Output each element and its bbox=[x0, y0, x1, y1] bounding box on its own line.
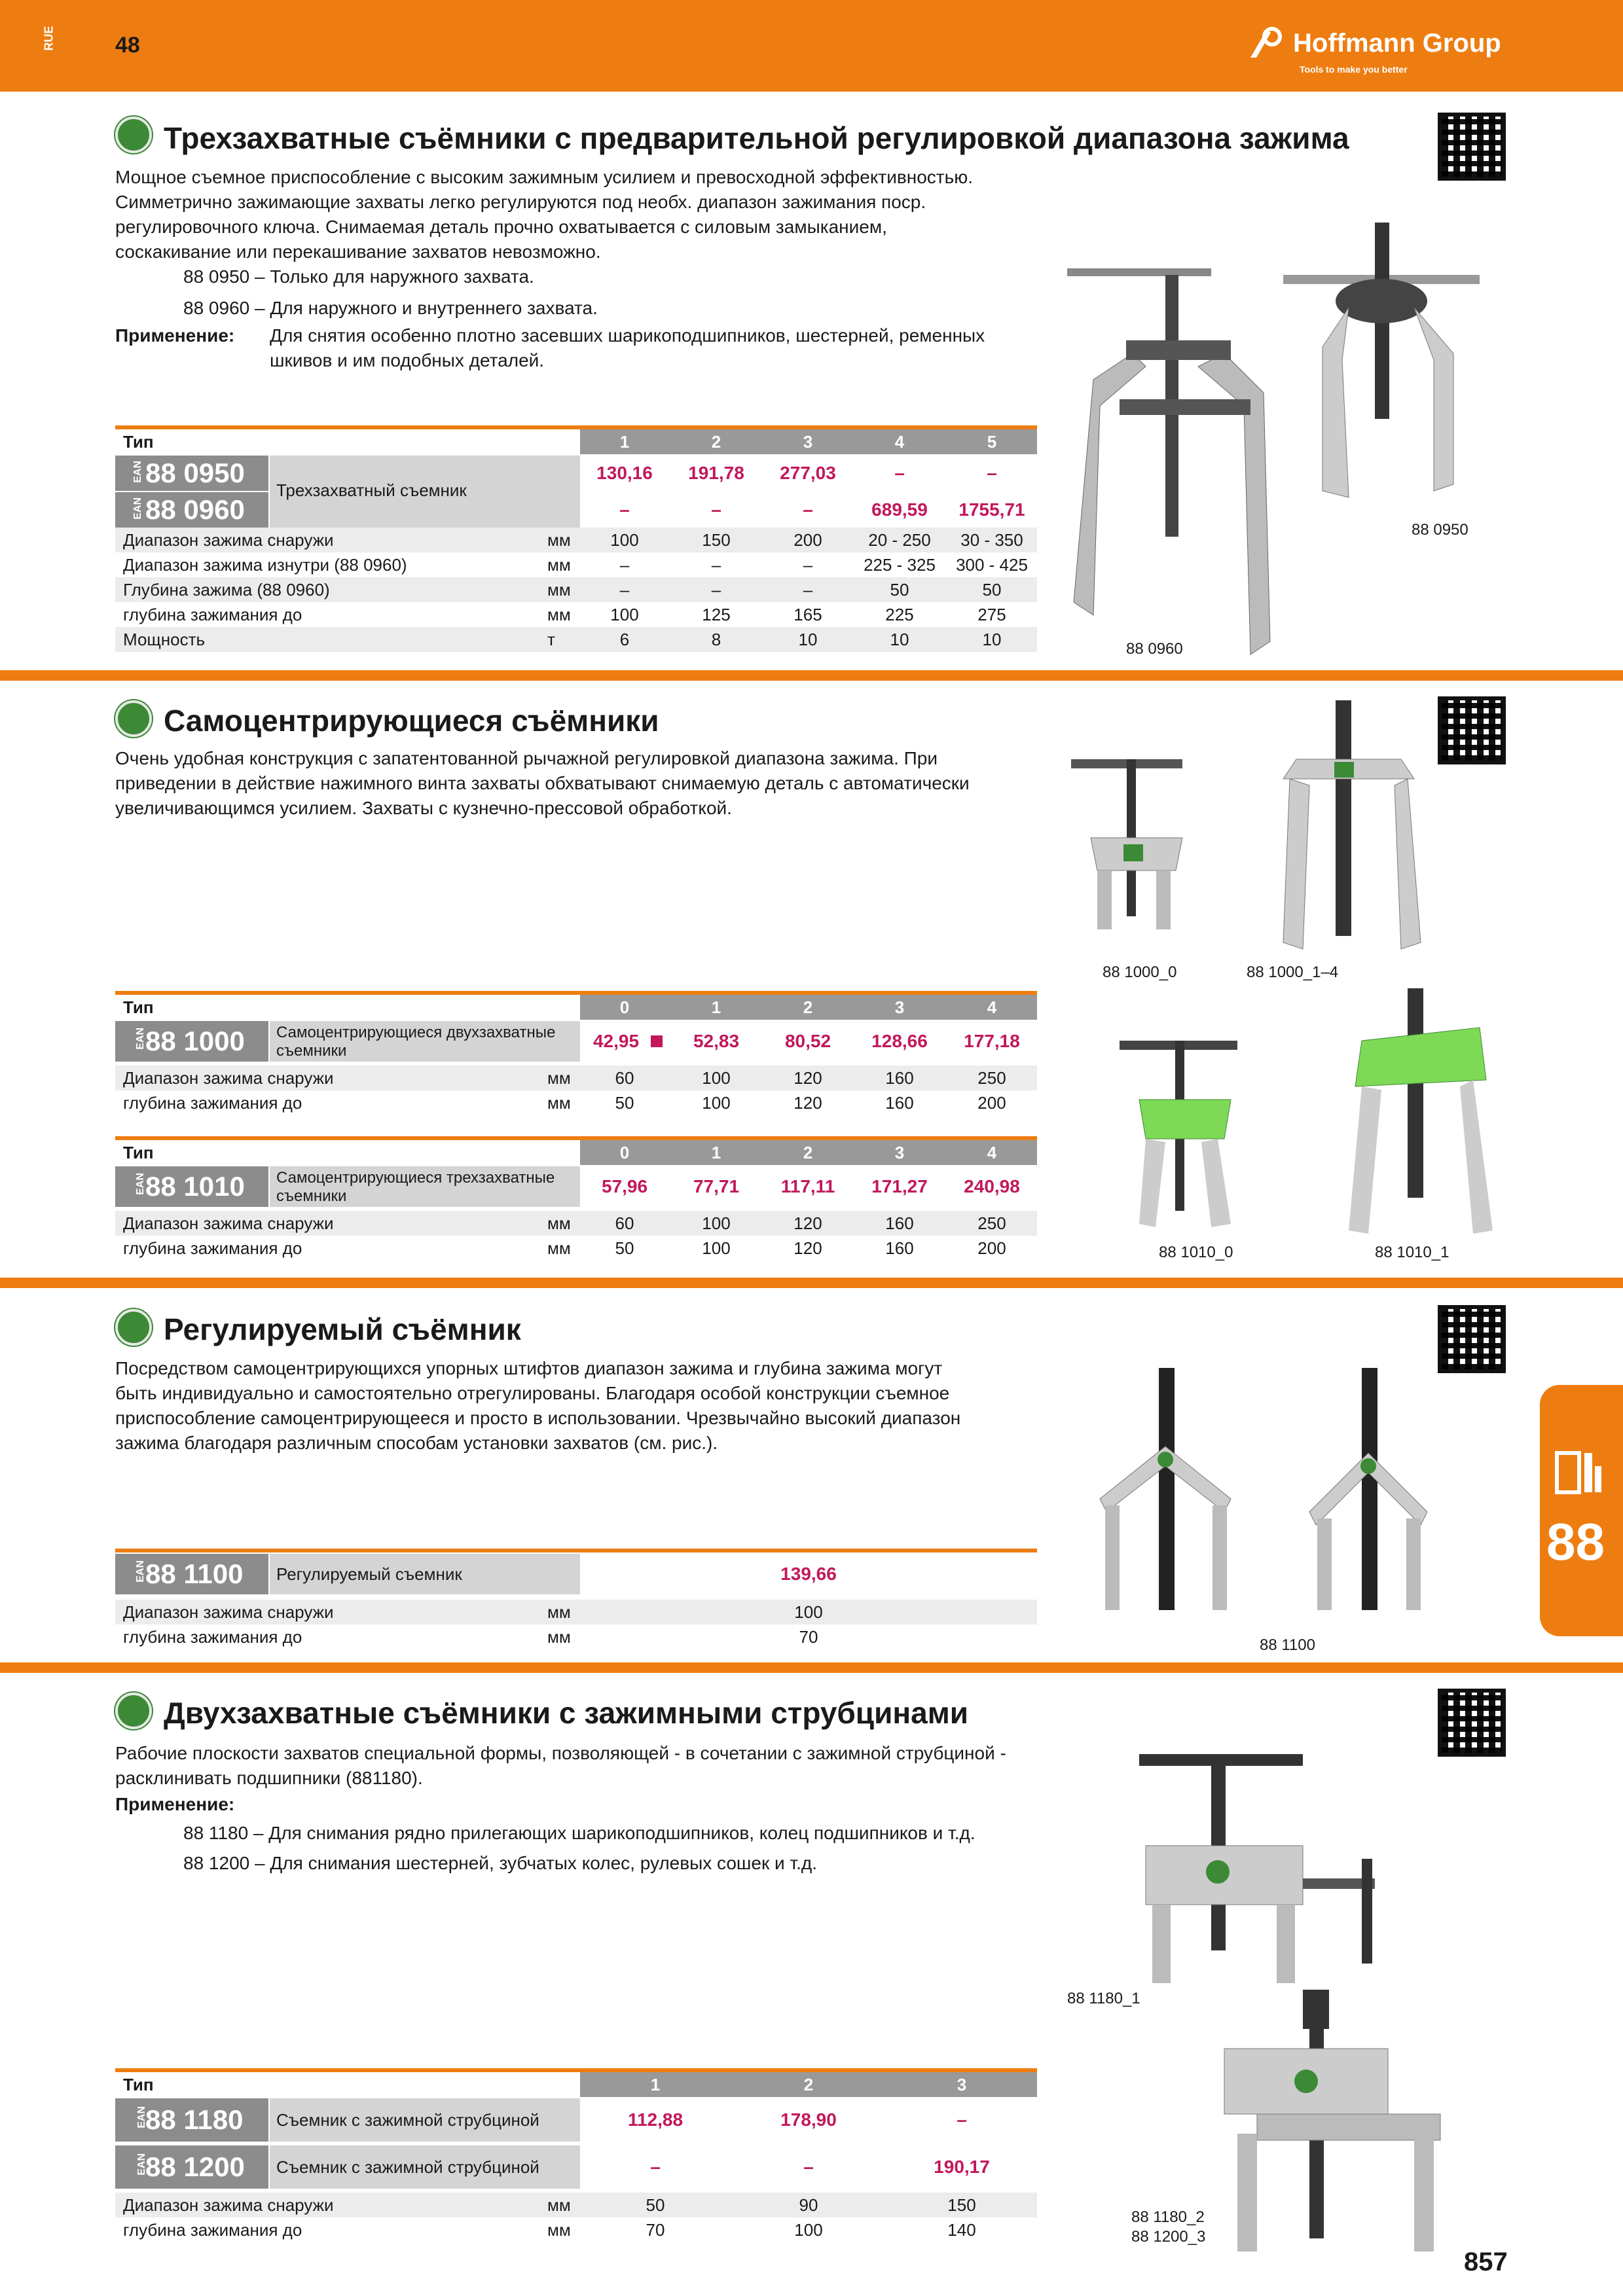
section-title: Регулируемый съёмник bbox=[164, 1312, 521, 1346]
application-text: Для снятия особенно плотно засевших шарикоподшипников, шестерней, ременных шкивов и им подобных деталей. bbox=[270, 325, 985, 370]
figure-label: 88 0960 bbox=[1126, 640, 1183, 658]
table-row: Диапазон зажима снаружи мм 60 100 120 160 250 bbox=[115, 1066, 1037, 1090]
table-row: Мощность т 6 8 10 10 10 bbox=[115, 627, 1037, 652]
price: – bbox=[650, 2157, 661, 2177]
puller-88-1010-1-image bbox=[1336, 982, 1506, 1244]
figure-label: 88 1000_0 bbox=[1103, 963, 1177, 981]
category-icon bbox=[115, 117, 152, 153]
section-title: Самоцентрирующиеся съёмники bbox=[164, 704, 659, 738]
price: – bbox=[957, 2109, 967, 2130]
variant-line: 88 1200 – Для снимания шестерней, зубчатых колес, рулевых сошек и т.д. bbox=[183, 1853, 818, 1873]
price: 57,96 bbox=[601, 1176, 648, 1196]
figure-label: 88 1000_1–4 bbox=[1247, 963, 1339, 981]
chapter-tab-icon bbox=[1553, 1446, 1605, 1499]
variant-line: 88 0950 – Только для наружного захвата. bbox=[183, 266, 534, 287]
product-code: EAN 88 0960 bbox=[115, 492, 268, 528]
qr-code-icon bbox=[1438, 113, 1506, 181]
table-row: Диапазон зажима снаружи мм 100 150 200 20 - 250 30 - 350 bbox=[115, 528, 1037, 552]
figure-label: 88 1010_0 bbox=[1159, 1244, 1233, 1261]
page-number-left: 48 bbox=[115, 33, 140, 58]
product-code: EAN 88 1000 bbox=[115, 1021, 268, 1062]
product-code: EAN 88 1200 bbox=[115, 2145, 268, 2189]
price-row bbox=[580, 456, 1037, 491]
product-name-cell: Трехзахватный съемник bbox=[270, 456, 580, 528]
logo-icon bbox=[1247, 26, 1286, 59]
figure-label: 88 1180_1 bbox=[1067, 1990, 1140, 2007]
application-label: Применение: bbox=[115, 1794, 235, 1814]
puller-88-1180-1-image bbox=[1106, 1741, 1388, 2016]
table-top-bar bbox=[115, 1549, 1037, 1552]
size-header: 1 2 3 4 5 bbox=[580, 429, 1037, 454]
price: 80,52 bbox=[784, 1031, 831, 1051]
figure-label: 88 0950 bbox=[1412, 521, 1468, 539]
section-title: Трехзахватные съёмники с предварительной регулировкой диапазона зажима bbox=[164, 121, 1349, 155]
price: 191,78 bbox=[688, 463, 744, 483]
price-row bbox=[580, 2145, 1037, 2189]
table-row: Глубина зажима (88 0960) мм – – – 50 50 bbox=[115, 577, 1037, 602]
price-row bbox=[580, 492, 1037, 528]
section-divider bbox=[0, 670, 1623, 681]
table-row: Диапазон зажима снаружи мм 100 bbox=[115, 1600, 1037, 1624]
table-header-row: Тип bbox=[123, 1143, 154, 1162]
product-code: EAN 88 0950 bbox=[115, 456, 268, 491]
puller-88-1000-0-image bbox=[1071, 746, 1202, 942]
size-header: 1 2 3 bbox=[580, 2072, 1037, 2097]
puller-88-1010-0-image bbox=[1120, 1028, 1250, 1244]
brand-name: Hoffmann Group bbox=[1293, 29, 1501, 58]
price: 171,27 bbox=[871, 1176, 928, 1196]
chapter-tab bbox=[1540, 1385, 1623, 1636]
price: – bbox=[803, 499, 813, 520]
puller-88-1100-image bbox=[1074, 1361, 1427, 1636]
table-row: Диапазон зажима снаружи мм 50 90 150 bbox=[115, 2193, 1037, 2217]
price: 1755,71 bbox=[958, 499, 1025, 520]
figure-label: 88 1200_3 bbox=[1131, 2228, 1206, 2246]
puller-88-1200-3-image bbox=[1218, 1983, 1453, 2271]
price: 689,59 bbox=[871, 499, 928, 520]
price: 177,18 bbox=[964, 1031, 1020, 1051]
product-name-cell: Регулируемый съемник bbox=[270, 1554, 580, 1594]
price-row bbox=[580, 2098, 1037, 2142]
product-code: EAN 88 1100 bbox=[115, 1554, 268, 1594]
section-divider bbox=[0, 1278, 1623, 1288]
price: 190,17 bbox=[934, 2157, 990, 2177]
price-row bbox=[580, 1021, 1037, 1062]
price: 130,16 bbox=[596, 463, 653, 483]
product-name-cell: Съемник с зажимной струбциной bbox=[270, 2145, 580, 2189]
variant-line: 88 1180 – Для снимания рядно прилегающих шарикоподшипников, колец подшипников и т.д. bbox=[183, 1823, 976, 1843]
chapter-number: 88 bbox=[1546, 1513, 1605, 1571]
type-label: Тип bbox=[123, 432, 154, 452]
section-title: Двухзахватные съёмники с зажимными струбцинами bbox=[164, 1696, 969, 1730]
table-row: глубина зажимания до мм 70 100 140 bbox=[123, 2220, 976, 2240]
table-header-row: Тип bbox=[123, 2075, 154, 2094]
category-icon bbox=[115, 1693, 152, 1729]
product-code: EAN 88 1010 bbox=[115, 1166, 268, 1207]
table-row: глубина зажимания до мм 50 100 120 160 200 bbox=[123, 1093, 1006, 1113]
qr-code-icon bbox=[1438, 1689, 1506, 1757]
section-description: Рабочие плоскости захватов специальной формы, позволяющей - в сочетании с зажимной струбциной - расклинивать подшипники (881180). bbox=[115, 1743, 1006, 1788]
size-header: 0 1 2 3 4 bbox=[580, 995, 1037, 1020]
puller-88-0950-image bbox=[1283, 216, 1480, 517]
table-row: глубина зажимания до мм 70 bbox=[123, 1627, 818, 1647]
section-description: Мощное съемное приспособление с высоким зажимным усилием и превосходной эффективностью. Симметрично зажимающие захваты легко регулируются под необх. диапазон зажимания поср. регулировочного ключа. Снимаемая деталь прочно охватывается с силовым замыканием, соскакивание или перекашивание захватов невозможно. bbox=[115, 167, 973, 262]
price: – bbox=[803, 2157, 814, 2177]
price: 42,95 bbox=[593, 1031, 640, 1051]
price: – bbox=[711, 499, 721, 520]
page-number: 857 bbox=[1464, 2248, 1508, 2276]
table-row: глубина зажимания до мм 50 100 120 160 200 bbox=[123, 1238, 1006, 1258]
brand-tagline: Tools to make you better bbox=[1300, 64, 1408, 75]
size-header: 0 1 2 3 4 bbox=[580, 1140, 1037, 1165]
figure-label: 88 1010_1 bbox=[1375, 1244, 1450, 1261]
qr-code-icon bbox=[1438, 1305, 1506, 1373]
figure-label: 88 1100 bbox=[1260, 1636, 1315, 1654]
category-icon bbox=[115, 1309, 152, 1346]
price: – bbox=[894, 463, 905, 483]
price: 178,90 bbox=[780, 2109, 837, 2130]
puller-88-1000-1-4-image bbox=[1270, 694, 1434, 956]
price: 240,98 bbox=[964, 1176, 1020, 1196]
price: – bbox=[619, 499, 630, 520]
qr-code-icon bbox=[1438, 696, 1506, 764]
product-name-cell: Самоцентрирующиеся трехзахватные съемники bbox=[270, 1166, 580, 1207]
section-divider bbox=[0, 1662, 1623, 1673]
new-marker-icon bbox=[651, 1035, 663, 1047]
price: 52,83 bbox=[693, 1031, 740, 1051]
price: – bbox=[987, 463, 997, 483]
product-name-cell: Съемник с зажимной струбциной bbox=[270, 2098, 580, 2142]
price-row bbox=[580, 1166, 1037, 1207]
price: 128,66 bbox=[871, 1031, 928, 1051]
application-label: Применение: bbox=[115, 325, 235, 346]
section-description: Очень удобная конструкция с запатентованной рычажной регулировкой диапазона зажима. При приведении в действие нажимного винта захваты обхватывают снимаемую деталь с автоматически увеличивающимся усилием. Захваты с кузнечно-прессовой обработкой. bbox=[115, 748, 970, 818]
price: 139,66 bbox=[780, 1564, 837, 1584]
product-code: EAN 88 1180 bbox=[115, 2098, 268, 2142]
table-row: Диапазон зажима снаружи мм 60 100 120 160 250 bbox=[115, 1211, 1037, 1236]
price: 77,71 bbox=[693, 1176, 740, 1196]
section-description: Посредством самоцентрирующихся упорных штифтов диапазон зажима и глубина зажима могут быть индивидуально и самостоятельно отрегулированы. Благодаря особой конструкции съемное приспособление самоцентрирующееся и просто в использовании. Чрезвычайно высокий диапазон зажима благодаря различным способам установки захватов (см. рис.). bbox=[115, 1358, 961, 1453]
price: 277,03 bbox=[780, 463, 836, 483]
category-icon bbox=[115, 700, 152, 737]
table-row: глубина зажимания до мм 100 125 165 225 275 bbox=[123, 605, 1006, 624]
figure-label: 88 1180_2 bbox=[1131, 2208, 1205, 2226]
variant-line: 88 0960 – Для наружного и внутреннего захвата. bbox=[183, 298, 598, 318]
price: 112,88 bbox=[627, 2109, 684, 2130]
table-header-row: Тип bbox=[123, 997, 154, 1017]
product-name-cell: Самоцентрирующиеся двухзахватные съемники bbox=[270, 1021, 580, 1062]
price: 117,11 bbox=[780, 1176, 835, 1196]
language-code: RUE bbox=[42, 26, 56, 51]
table-row: Диапазон зажима изнутри (88 0960) мм – – – 225 - 325 300 - 425 bbox=[123, 555, 1028, 575]
